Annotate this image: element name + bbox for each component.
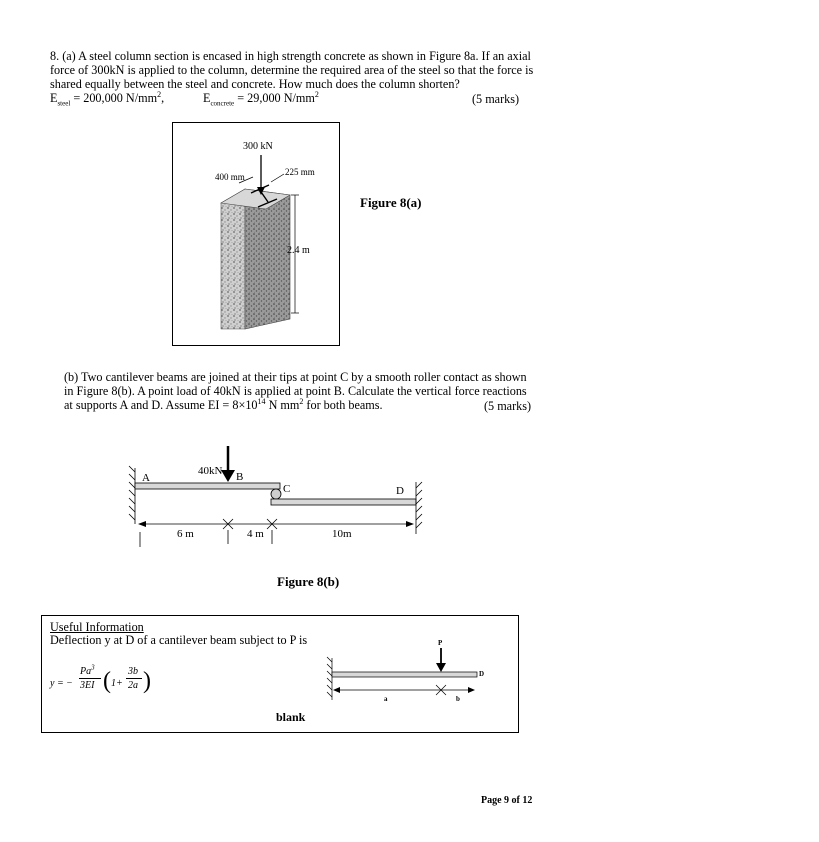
figure-8a-caption: Figure 8(a) [360, 195, 422, 210]
formula-frac-den: 2a [128, 680, 138, 691]
formula-frac-num: 3b [128, 666, 138, 677]
dim-10m: 10m [332, 528, 352, 540]
formula-paren-left: ( [103, 668, 111, 694]
blank-label: blank [276, 710, 306, 724]
cantilever-dim-arrow-right [468, 687, 475, 693]
label-c: C [283, 483, 291, 495]
label-load-40kn: 40kN [198, 465, 223, 477]
dim-arrow-right [406, 521, 414, 527]
e-steel: $E_{steel} = 200,000$ $N/mm^2$, [50, 89, 165, 108]
label-a: A [142, 472, 150, 484]
figure-8a-frame [172, 122, 340, 346]
q8a-line1: 8. (a) A steel column section is encased in high strength concrete as shown in Figure 8a. If an axial [50, 49, 531, 63]
label-d-small: D [479, 670, 485, 678]
e-concrete: $E_{concrete} = 29,000$ $N/mm^2$ [203, 89, 319, 108]
q8a-line2: force of 300kN is applied to the column, determine the required area of the steel so that the force is [50, 63, 534, 77]
load-arrow [257, 155, 265, 195]
cantilever-diagram [320, 636, 490, 712]
figure-8b-caption: Figure 8(b) [277, 574, 340, 589]
support-d-wall [416, 482, 422, 534]
dim-4m: 4 m [247, 528, 264, 540]
label-b: B [236, 471, 244, 483]
label-p: P [438, 639, 443, 647]
q8b-line3: at supports A and D. Assume EI = $8\times 10^{14}$ N $mm^2$ for both beams. [64, 396, 383, 412]
load-label: 300 kN [243, 141, 273, 152]
point-load-head [436, 663, 446, 672]
column-front-face [221, 189, 245, 329]
label-a-small: a [384, 695, 388, 703]
q8b-marks: (5 marks) [484, 399, 532, 413]
q8b-line2: in Figure 8(b). A point load of 40kN is applied at point B. Calculate the vertical force reactions [64, 384, 527, 398]
formula-y: y = − [50, 678, 73, 689]
formula-frac-bar [126, 678, 142, 679]
figure-8b-diagram [120, 440, 440, 550]
formula-numerator: Pa$^3$ [80, 663, 95, 677]
useful-information-box [41, 615, 519, 733]
formula-one-plus: 1+ [111, 678, 123, 689]
formula-paren-right: ) [143, 668, 151, 694]
useful-desc: Deflection y at D of a cantilever beam subject to P is [50, 633, 308, 647]
dim-400-label: 400 mm [215, 172, 245, 182]
page-number: Page 9 of 12 [481, 795, 533, 806]
deflection-formula [50, 664, 180, 704]
dim-225-line [271, 174, 284, 182]
label-d: D [396, 485, 404, 497]
dim-6m: 6 m [177, 528, 194, 540]
cantilever-wall [327, 657, 332, 700]
load-arrow-40kn [221, 446, 235, 482]
cantilever-dim-arrow-left [333, 687, 340, 693]
column-side-face [245, 189, 290, 329]
roller-c [271, 489, 281, 499]
formula-bar [79, 678, 101, 679]
cantilever-beam [332, 672, 477, 677]
beam-cd [271, 499, 416, 505]
q8a-line3: shared equally between the steel and concrete. How much does the column shorten? [50, 77, 460, 91]
label-b-small: b [456, 695, 460, 703]
height-label: 2.4 m [287, 245, 310, 256]
cantilever-dimension [334, 685, 474, 695]
formula-denominator: 3EI [80, 680, 95, 691]
q8b-line1: (b) Two cantilever beams are joined at their tips at point C by a smooth roller contact as shown [64, 370, 527, 384]
support-a-wall [129, 466, 135, 524]
beam-ab [135, 483, 280, 489]
column-illustration [173, 123, 339, 345]
useful-title: Useful Information [50, 620, 144, 634]
dim-225-label: 225 mm [285, 167, 315, 177]
dim-arrow-left [138, 521, 146, 527]
q8a-marks: (5 marks) [472, 92, 520, 106]
